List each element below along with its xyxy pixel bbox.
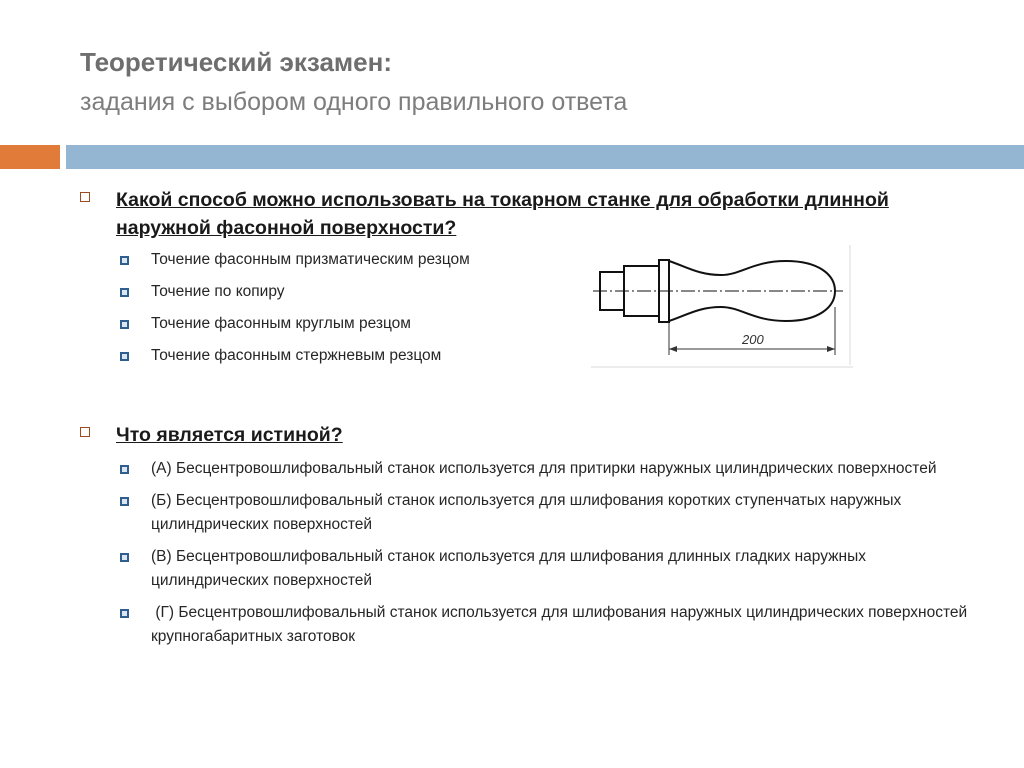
answer-text: Точение фасонным призматическим резцом bbox=[151, 251, 470, 268]
square-bullet-icon bbox=[120, 465, 129, 474]
square-bullet-icon bbox=[120, 288, 129, 297]
lathe-handle-drawing bbox=[591, 245, 853, 368]
answer-option bbox=[120, 489, 980, 537]
answer-text: (А) Бесцентровошлифовальный станок используется для притирки наружных цилиндрических поверхностей bbox=[151, 460, 937, 477]
title-main: Теоретический экзамен: bbox=[80, 47, 392, 77]
answer-text: Точение фасонным круглым резцом bbox=[151, 315, 411, 332]
accent-bar bbox=[0, 145, 60, 169]
dimension-label: 200 bbox=[742, 332, 764, 347]
square-bullet-icon bbox=[120, 320, 129, 329]
slide-title bbox=[80, 44, 980, 120]
square-bullet-icon bbox=[120, 352, 129, 361]
handle-drawing-icon bbox=[591, 245, 853, 368]
square-bullet-icon bbox=[120, 497, 129, 506]
square-bullet-icon bbox=[120, 553, 129, 562]
title-subtitle: задания с выбором одного правильного ответа bbox=[80, 88, 628, 116]
square-bullet-icon bbox=[80, 192, 90, 202]
answer-option bbox=[120, 457, 980, 481]
answer-text: (Г) Бесцентровошлифовальный станок используется для шлифования наружных цилиндрических поверхностей крупногабаритных заготовок bbox=[151, 604, 972, 645]
square-bullet-icon bbox=[120, 609, 129, 618]
question-2 bbox=[80, 421, 980, 665]
answer-option bbox=[120, 545, 980, 593]
header-divider-bar bbox=[66, 145, 1024, 169]
answer-text: Точение по копиру bbox=[151, 283, 285, 300]
answer-option bbox=[120, 601, 980, 649]
question-text: Какой способ можно использовать на токарном станке для обработки длинной наружной фасонной поверхности? bbox=[116, 189, 889, 239]
square-bullet-icon bbox=[120, 256, 129, 265]
answer-list bbox=[120, 457, 980, 649]
question-text: Что является истиной? bbox=[116, 424, 343, 446]
answer-text: Точение фасонным стержневым резцом bbox=[151, 347, 442, 364]
answer-text: (Б) Бесцентровошлифовальный станок используется для шлифования коротких ступенчатых наружных цилиндрических поверхностей bbox=[151, 492, 902, 533]
square-bullet-icon bbox=[80, 427, 90, 437]
answer-text: (В) Бесцентровошлифовальный станок используется для шлифования длинных гладких наружных цилиндрических поверхностей bbox=[151, 548, 866, 589]
